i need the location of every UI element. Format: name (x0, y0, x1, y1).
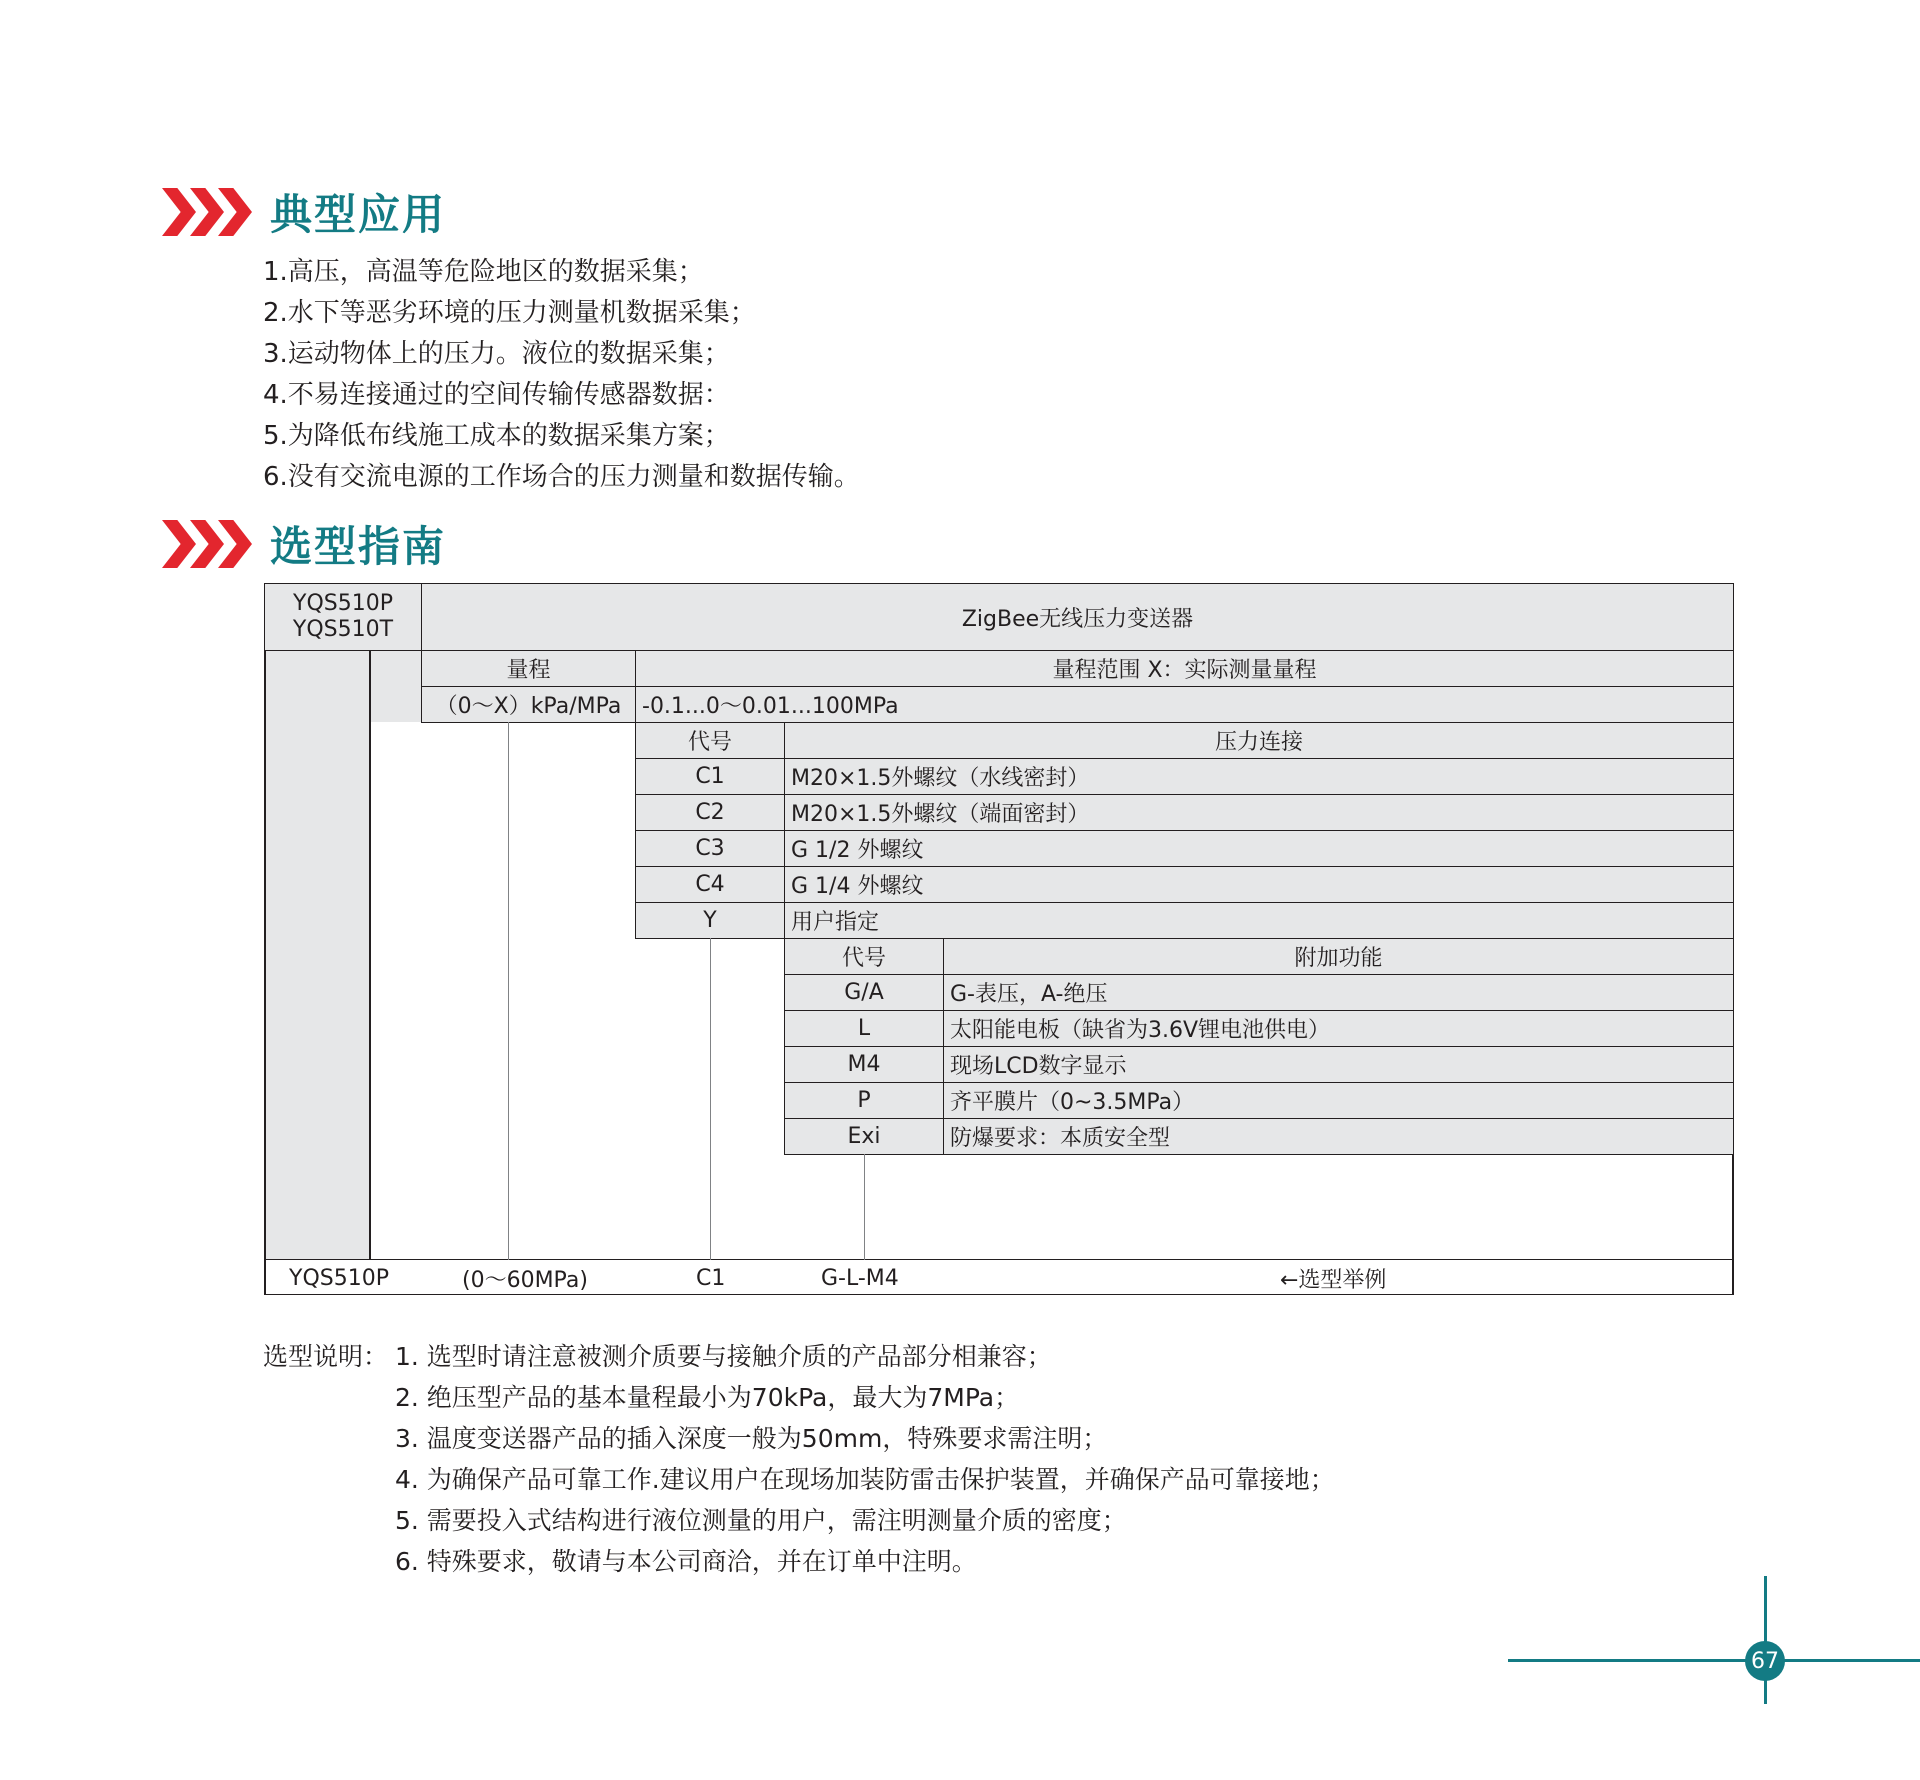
example-connection: C1 (696, 1265, 726, 1291)
notes-label: 选型说明： (263, 1342, 389, 1371)
list-item: 6.没有交流电源的工作场合的压力测量和数据传输。 (263, 462, 860, 492)
range-desc: -0.1...0～0.01...100MPa (635, 686, 1734, 723)
example-range: (0～60MPa) (462, 1267, 588, 1293)
example-label: ←选型举例 (1280, 1267, 1387, 1293)
list-item: 1.高压，高温等危险地区的数据采集； (263, 257, 704, 287)
product-name-cell: ZigBee无线压力变送器 (421, 583, 1734, 651)
range-desc-header: 量程范围 X：实际测量量程 (635, 650, 1734, 687)
connection-desc: G 1/2 外螺纹 (784, 830, 1734, 867)
list-item: 2.水下等恶劣环境的压力测量机数据采集； (263, 298, 756, 328)
connection-code: C1 (635, 758, 785, 795)
note-item: 6. 特殊要求，敬请与本公司商洽，并在订单中注明。 (395, 1547, 977, 1576)
connection-code: Y (635, 902, 785, 939)
connection-desc: M20×1.5外螺纹（端面密封） (784, 794, 1734, 831)
connection-desc: 用户指定 (784, 902, 1734, 939)
option-desc: 太阳能电板（缺省为3.6V锂电池供电） (943, 1010, 1734, 1047)
connection-code: C3 (635, 830, 785, 867)
connection-desc: M20×1.5外螺纹（水线密封） (784, 758, 1734, 795)
range-value: （0～X）kPa/MPa (421, 686, 636, 723)
page-rule (1508, 1659, 1920, 1662)
options-desc-header: 附加功能 (943, 938, 1734, 975)
note-item: 5. 需要投入式结构进行液位测量的用户，需注明测量介质的密度； (395, 1506, 1127, 1535)
table-border (264, 650, 266, 1294)
option-desc: 防爆要求：本质安全型 (943, 1118, 1734, 1155)
page-rule (1764, 1576, 1767, 1704)
model-name: YQS510P (293, 591, 393, 616)
connection-code-header: 代号 (635, 722, 785, 759)
applications-title: 典型应用 (270, 190, 447, 239)
connector-line (508, 722, 509, 1260)
list-item: 4.不易连接通过的空间传输传感器数据： (263, 380, 730, 410)
note-item: 4. 为确保产品可靠工作.建议用户在现场加装防雷击保护装置，并确保产品可靠接地； (395, 1465, 1335, 1494)
note-item: 2. 绝压型产品的基本量程最小为70kPa，最大为7MPa； (395, 1383, 1020, 1412)
option-desc: 齐平膜片（0~3.5MPa） (943, 1082, 1734, 1119)
connection-code: C2 (635, 794, 785, 831)
option-code: G/A (784, 974, 944, 1011)
example-options: G-L-M4 (821, 1265, 899, 1291)
connection-code: C4 (635, 866, 785, 903)
list-item: 3.运动物体上的压力。液位的数据采集； (263, 339, 730, 369)
option-code: P (784, 1082, 944, 1119)
option-code: M4 (784, 1046, 944, 1083)
list-item: 5.为降低布线施工成本的数据采集方案； (263, 421, 730, 451)
connection-desc: G 1/4 外螺纹 (784, 866, 1734, 903)
option-desc: G-表压，A-绝压 (943, 974, 1734, 1011)
connection-desc-header: 压力连接 (784, 722, 1734, 759)
option-code: Exi (784, 1118, 944, 1155)
example-model: YQS510P (289, 1265, 389, 1291)
range-header: 量程 (421, 650, 636, 687)
note-item: 1. 选型时请注意被测介质要与接触介质的产品部分相兼容； (395, 1342, 1052, 1371)
options-code-header: 代号 (784, 938, 944, 975)
connector-line (864, 1154, 865, 1260)
option-code: L (784, 1010, 944, 1047)
option-desc: 现场LCD数字显示 (943, 1046, 1734, 1083)
page-number: 67 (1745, 1641, 1785, 1681)
model-cell (264, 583, 422, 651)
bracket-line (369, 650, 371, 1260)
note-item: 3. 温度变送器产品的插入深度一般为50mm，特殊要求需注明； (395, 1424, 1108, 1453)
selection-notes (263, 1336, 1335, 1582)
selection-title: 选型指南 (270, 522, 447, 571)
model-name: YQS510T (292, 617, 394, 642)
connector-line (710, 938, 711, 1260)
